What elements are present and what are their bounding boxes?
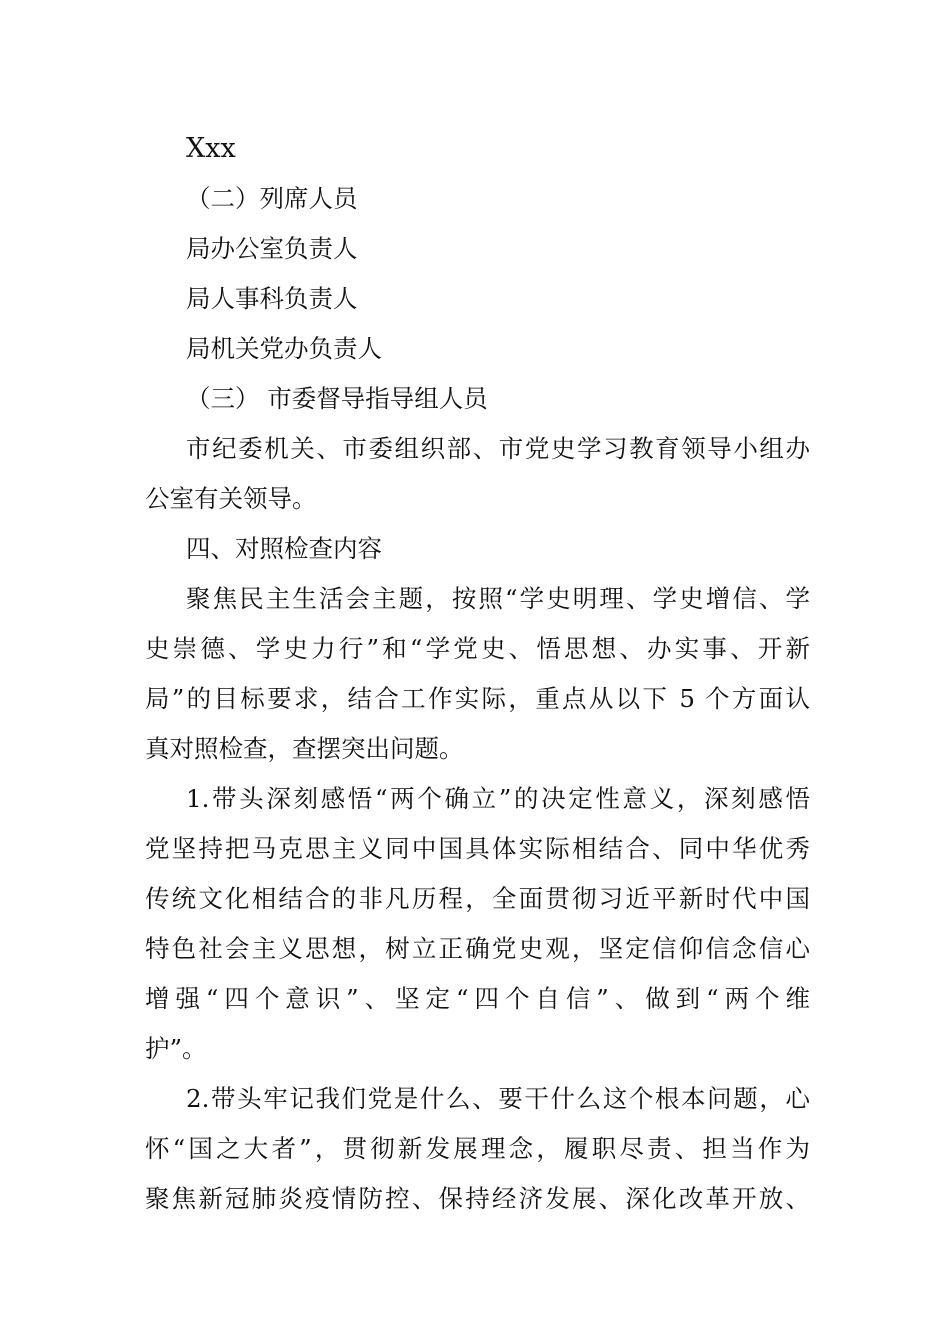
paragraph-line: 2.带头牢记我们党是什么、要干什么这个根本问题，心: [186, 1084, 810, 1113]
paragraph-line: 真对照检查，查摆突出问题。: [145, 734, 464, 763]
paragraph-line: 聚焦民主生活会主题，按照“学史明理、学史增信、学: [186, 584, 810, 613]
paragraph-line: 特色社会主义思想，树立正确党史观，坚定信仰信念信心: [145, 934, 810, 963]
paragraph-line: 增强“四个意识”、坚定“四个自信”、做到“两个维: [145, 984, 810, 1013]
section-heading-attendees: （二）列席人员: [186, 184, 358, 213]
attendee-item: 局办公室负责人: [186, 234, 358, 263]
paragraph-line: 党坚持把马克思主义同中国具体实际相结合、同中华优秀: [145, 834, 810, 863]
attendee-item: 局机关党办负责人: [186, 334, 382, 363]
paragraph-line: 1.带头深刻感悟“两个确立”的决定性意义，深刻感悟: [186, 784, 810, 813]
attendee-item: 局人事科负责人: [186, 284, 358, 313]
paragraph-line: 怀“国之大者”，贯彻新发展理念，履职尽责、担当作为: [145, 1134, 810, 1163]
paragraph-line: 史崇德、学史力行”和“学党史、悟思想、办实事、开新: [145, 634, 810, 663]
paragraph-line: 聚焦新冠肺炎疫情防控、保持经济发展、深化改革开放、: [145, 1184, 810, 1213]
paragraph-line: 市纪委机关、市委组织部、市党史学习教育领导小组办: [186, 434, 810, 463]
section-heading-contents: 四、对照检查内容: [186, 534, 382, 563]
paragraph-line: 护”。: [145, 1034, 207, 1063]
section-heading-supervisors: （三） 市委督导指导组人员: [186, 384, 488, 413]
paragraph-line: 公室有关领导。: [145, 484, 317, 513]
paragraph-line: 局”的目标要求，结合工作实际，重点从以下 5 个方面认: [145, 684, 810, 713]
attendee-name-line: Xxx: [186, 133, 236, 164]
paragraph-line: 传统文化相结合的非凡历程，全面贯彻习近平新时代中国: [145, 884, 810, 913]
